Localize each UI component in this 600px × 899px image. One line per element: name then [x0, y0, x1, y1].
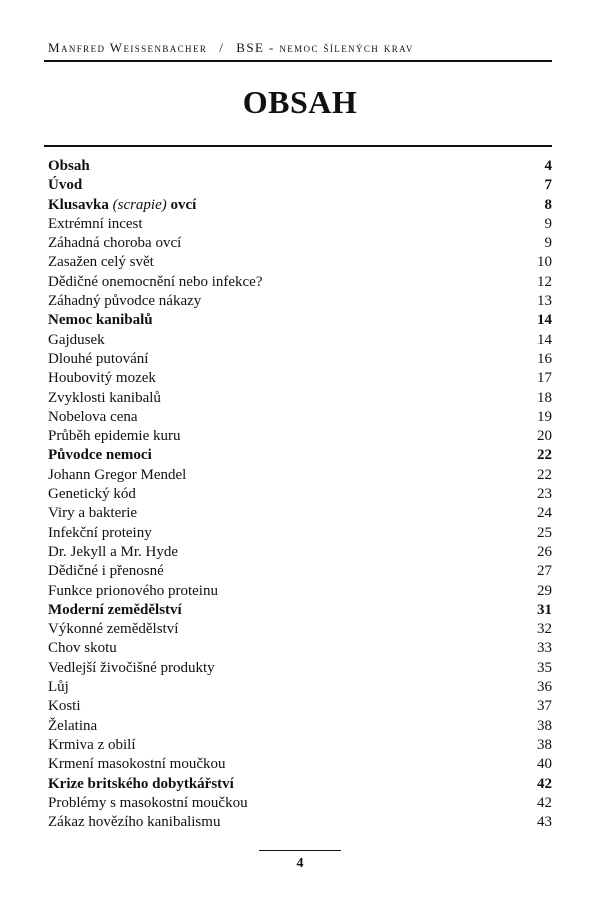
- header-author: Manfred Weissenbacher: [48, 40, 208, 55]
- toc-entry-title: [48, 196, 196, 215]
- toc-entry: [48, 350, 552, 369]
- toc-entry-page: 17: [537, 370, 552, 387]
- toc-entry-page: 7: [544, 177, 552, 194]
- toc-entry: [48, 273, 552, 292]
- toc-entry-title: Chov skotu: [48, 640, 117, 657]
- toc-entry-page: 4: [544, 158, 552, 174]
- toc-entry-title: Gajdusek: [48, 331, 105, 348]
- toc-entry: [48, 311, 552, 330]
- toc-entry-title-suffix: ovcí: [166, 196, 197, 213]
- toc-entry-page: 40: [537, 756, 552, 773]
- toc-entry-title: Obsah: [48, 158, 90, 174]
- toc-entry-page: 22: [537, 447, 552, 464]
- toc-entry-page: 33: [537, 640, 552, 657]
- toc-entry: [48, 485, 552, 504]
- toc-entry-title: Moderní zemědělství: [48, 601, 182, 618]
- toc-entry: [48, 504, 552, 523]
- toc-entry-page: 9: [544, 235, 552, 252]
- toc-entry-title: Houbovitý mozek: [48, 370, 156, 387]
- toc-entry-title-prefix: Klusavka: [48, 196, 113, 213]
- toc-entry-title: Krmiva z obilí: [48, 736, 136, 753]
- running-header: [48, 40, 552, 60]
- toc-entry: [48, 157, 552, 176]
- toc-entry: [48, 543, 552, 562]
- toc-entry-title: Zvyklosti kanibalů: [48, 389, 161, 406]
- header-book-title: BSE - nemoc šílených krav: [236, 40, 414, 55]
- toc-entry: [48, 196, 552, 215]
- toc-entry-page: 42: [537, 775, 552, 792]
- toc-entry-page: 38: [537, 717, 552, 734]
- toc-entry-page: 8: [544, 196, 552, 213]
- toc-entry: [48, 697, 552, 716]
- toc-entry-title: Krmení masokostní moučkou: [48, 756, 226, 773]
- toc-entry: [48, 736, 552, 755]
- toc-entry: [48, 639, 552, 658]
- toc-entry-page: 18: [537, 389, 552, 406]
- title-rule: [44, 145, 552, 147]
- toc-entry-title: Dědičné onemocnění nebo infekce?: [48, 273, 263, 290]
- toc-entry-page: 9: [544, 215, 552, 232]
- toc-entry-title: Dr. Jekyll a Mr. Hyde: [48, 543, 178, 560]
- toc-entry: [48, 755, 552, 774]
- toc-entry-title: Problémy s masokostní moučkou: [48, 794, 248, 811]
- toc-entry: [48, 427, 552, 446]
- page-number: 4: [296, 856, 304, 871]
- toc-entry-title: Zasažen celý svět: [48, 254, 154, 271]
- toc-entry-title: Průběh epidemie kuru: [48, 428, 181, 445]
- toc-entry-page: 29: [537, 582, 552, 599]
- toc-entry-title: Infekční proteiny: [48, 524, 152, 541]
- page-title: OBSAH: [242, 84, 358, 120]
- toc-entry: [48, 524, 552, 543]
- toc-entry-title: Nobelova cena: [48, 408, 138, 425]
- toc-entry: [48, 176, 552, 195]
- toc-entry-page: 26: [537, 543, 552, 560]
- toc-entry-page: 36: [537, 679, 552, 696]
- toc-entry-page: 35: [537, 659, 552, 676]
- toc-entry-page: 25: [537, 524, 552, 541]
- toc-entry-title: Kosti: [48, 698, 81, 715]
- toc-entry-page: 24: [537, 505, 552, 522]
- footer-rule: [259, 850, 341, 851]
- toc-entry-title: Záhadná choroba ovcí: [48, 235, 182, 252]
- toc-entry-page: 32: [537, 621, 552, 638]
- toc-entry-page: 13: [537, 293, 552, 310]
- toc-entry: [48, 331, 552, 350]
- toc-entry: [48, 408, 552, 427]
- toc-entry: [48, 466, 552, 485]
- toc-entry-page: 12: [537, 273, 552, 290]
- toc-entry-page: 27: [537, 563, 552, 580]
- toc-entry: [48, 369, 552, 388]
- toc-entry-page: 16: [537, 350, 552, 367]
- toc-entry-title: Původce nemoci: [48, 447, 152, 464]
- toc-entry-title: Krize britského dobytkářství: [48, 775, 234, 792]
- toc-entry: [48, 794, 552, 813]
- header-rule: [44, 60, 552, 62]
- toc-entry-title: Výkonné zemědělství: [48, 621, 179, 638]
- toc-entry-page: 43: [537, 814, 552, 831]
- toc-entry-title: Johann Gregor Mendel: [48, 466, 187, 483]
- toc-entry: [48, 234, 552, 253]
- toc-entry-title: Genetický kód: [48, 486, 136, 503]
- toc-entry: [48, 253, 552, 272]
- toc-entry-page: 14: [537, 312, 552, 329]
- header-separator: /: [219, 40, 225, 55]
- toc-entry: [48, 389, 552, 408]
- toc-entry: [48, 717, 552, 736]
- toc-entry-page: 37: [537, 698, 552, 715]
- toc-entry: [48, 775, 552, 794]
- toc-entry-title: Želatina: [48, 717, 98, 734]
- toc-entry-title: Zákaz hovězího kanibalismu: [48, 814, 221, 831]
- toc-entry: [48, 601, 552, 620]
- toc-entry-page: 23: [537, 486, 552, 503]
- toc-entry-title: Dědičné i přenosné: [48, 563, 164, 580]
- toc-entry: [48, 215, 552, 234]
- toc-entry-page: 14: [537, 331, 552, 348]
- toc-entry-page: 42: [537, 794, 552, 811]
- toc-entry: [48, 659, 552, 678]
- table-of-contents: [48, 157, 552, 832]
- toc-entry: [48, 562, 552, 581]
- toc-entry-title: Viry a bakterie: [48, 505, 138, 522]
- toc-entry-title: Vedlejší živočišné produkty: [48, 659, 215, 676]
- toc-entry-title: Extrémní incest: [48, 215, 143, 232]
- toc-entry-page: 20: [537, 428, 552, 445]
- toc-entry: [48, 678, 552, 697]
- toc-entry-page: 19: [537, 408, 552, 425]
- toc-entry: [48, 813, 552, 832]
- toc-entry: [48, 446, 552, 465]
- toc-entry-page: 22: [537, 466, 552, 483]
- toc-entry-page: 31: [537, 601, 552, 618]
- toc-entry-page: 38: [537, 736, 552, 753]
- toc-entry-title: Záhadný původce nákazy: [48, 293, 202, 310]
- toc-entry: [48, 582, 552, 601]
- toc-entry-title: Dlouhé putování: [48, 350, 149, 367]
- toc-entry-title: Lůj: [48, 679, 69, 696]
- toc-entry: [48, 292, 552, 311]
- toc-entry-title: Nemoc kanibalů: [48, 312, 153, 329]
- toc-entry-title: Funkce prionového proteinu: [48, 582, 218, 599]
- toc-entry-title: Úvod: [48, 177, 83, 194]
- toc-entry-title-italic: (scrapie): [112, 196, 167, 213]
- toc-entry: [48, 620, 552, 639]
- toc-entry-page: 10: [537, 254, 552, 271]
